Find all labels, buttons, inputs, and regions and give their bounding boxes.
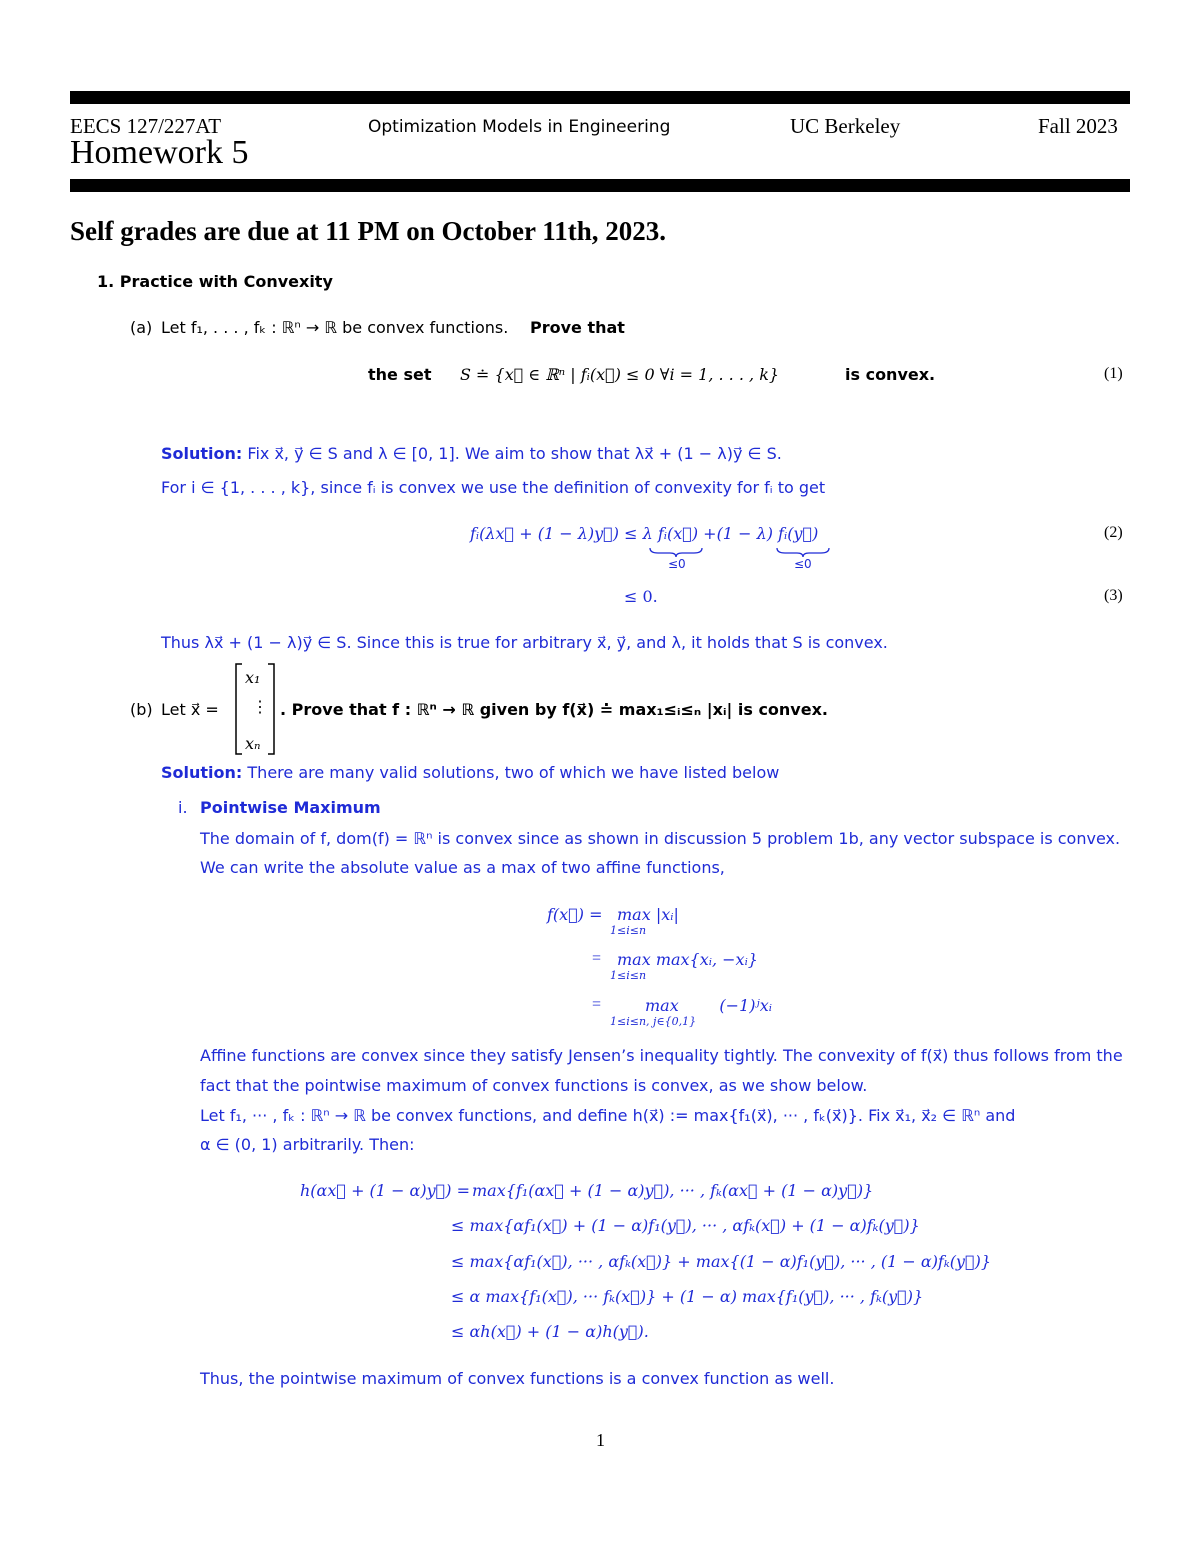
page-title: Homework 5 [70, 134, 249, 171]
sub-i-para3: Let f₁, ··· , fₖ : ℝⁿ → ℝ be convex functions, and define h(x⃗) := max{f₁(x⃗), ··· , fₖ(x⃗)}. Fix x⃗₁, x⃗₂ ∈ ℝⁿ and [200, 1106, 1016, 1125]
equation-number-2: (2) [1104, 524, 1123, 541]
align-row-3: ≤ max{αf₁(x⃗), ··· , αfₖ(x⃗)} + max{(1 − α)f₁(y⃗), ··· , (1 − α)fₖ(y⃗)} [451, 1252, 991, 1271]
solution-label: Solution: [161, 444, 243, 463]
align-row-2: ≤ max{αf₁(x⃗) + (1 − α)f₁(y⃗), ··· , αfₖ(x⃗) + (1 − α)fₖ(y⃗)} [451, 1216, 920, 1235]
part-a-statement: Let f₁, . . . , fₖ : ℝⁿ → ℝ be convex functions. [161, 318, 509, 337]
term: Fall 2023 [1038, 114, 1118, 138]
solution-a-line1 [161, 444, 782, 463]
sub-i-line2: We can write the absolute value as a max of two affine functions, [200, 858, 725, 877]
vector-entry-bot: xₙ [245, 734, 261, 753]
sub-i-para2: fact that the pointwise maximum of convex functions is convex, as we show below. [200, 1076, 868, 1095]
sub-i-line1: The domain of f, dom(f) = ℝⁿ is convex since as shown in discussion 5 problem 1b, any vector subspace is convex. [200, 829, 1121, 848]
vector-entry-mid: ⋮ [252, 699, 268, 716]
sub-i-title: Pointwise Maximum [200, 798, 381, 817]
solution-a-line2: For i ∈ {1, . . . , k}, since fᵢ is convex we use the definition of convexity for fᵢ to get [161, 478, 826, 497]
eqC-subscript: 1≤i≤n, j∈{0,1} [610, 1015, 697, 1028]
sub-i-closing: Thus, the pointwise maximum of convex functions is a convex function as well. [200, 1369, 835, 1388]
eq2-underset-1: ≤0 [668, 557, 686, 571]
eq2-term2: fᵢ(y⃗) [778, 524, 819, 543]
part-b-statement: . Prove that f : ℝⁿ → ℝ given by f(x⃗) ≐ max₁≤ᵢ≤ₙ |xᵢ| is convex. [280, 700, 828, 719]
align-row-1-rhs: max{f₁(αx⃗ + (1 − α)y⃗), ··· , fₖ(αx⃗ + (1 − α)y⃗)} [472, 1181, 874, 1200]
due-notice: Self grades are due at 11 PM on October 11th, 2023. [70, 216, 666, 246]
eq2-underset-2: ≤0 [794, 557, 812, 571]
sub-i-para4: α ∈ (0, 1) arbitrarily. Then: [200, 1135, 415, 1154]
solution-b-label: Solution: [161, 763, 243, 782]
align-row-4: ≤ α max{f₁(x⃗), ··· fₖ(x⃗)} + (1 − α) max{f₁(y⃗), ··· , fₖ(y⃗)} [451, 1287, 924, 1306]
eqB-rhs: max max{xᵢ, −xᵢ} [617, 950, 758, 969]
part-b-label: (b) [130, 700, 153, 719]
eq2-mid: +(1 − λ) [703, 524, 773, 543]
align-row-1-lhs: h(αx⃗ + (1 − α)y⃗) = [300, 1181, 470, 1200]
eqA-lhs: f(x⃗) = [547, 905, 603, 924]
equation-number-3: (3) [1104, 587, 1123, 604]
solution-a-conclusion: Thus λx⃗ + (1 − λ)y⃗ ∈ S. Since this is true for arbitrary x⃗, y⃗, and λ, it holds that S is convex. [161, 633, 888, 652]
solution-b-text: There are many valid solutions, two of which we have listed below [247, 763, 780, 782]
eqB-subscript: 1≤i≤n [610, 969, 647, 982]
set-prefix: the set [368, 365, 432, 384]
equation-3: ≤ 0. [624, 587, 658, 606]
set-suffix: is convex. [845, 365, 936, 384]
eq2-term1: fᵢ(x⃗) [657, 524, 699, 543]
sub-i-para1: Affine functions are convex since they satisfy Jensen’s inequality tightly. The convexity of f(x⃗) thus follows from the [200, 1046, 1123, 1065]
sub-i-label: i. [178, 798, 188, 817]
equation-number-1: (1) [1104, 365, 1123, 382]
course-subject: Optimization Models in Engineering [368, 117, 671, 137]
set-formula: S ≐ {x⃗ ∈ ℝⁿ | fᵢ(x⃗) ≤ 0 ∀i = 1, . . . , k} [460, 365, 780, 384]
part-a-prove: Prove that [530, 318, 625, 337]
header-top-rule [70, 91, 1130, 104]
eqA-rhs: max |xᵢ| [617, 905, 679, 924]
school-name: UC Berkeley [790, 114, 901, 138]
part-b-let: Let x⃗ = [161, 700, 219, 719]
eq2-lhs: fᵢ(λx⃗ + (1 − λ)y⃗) ≤ λ [470, 524, 653, 543]
header-bottom-rule [70, 179, 1130, 192]
align-row-5: ≤ αh(x⃗) + (1 − α)h(y⃗). [451, 1322, 649, 1341]
eqC-lhs: = [592, 996, 602, 1013]
solution-b-line [161, 763, 779, 782]
course-code: EECS 127/227AT [70, 114, 222, 138]
eqC-rhs: max (−1)ʲxᵢ [645, 996, 772, 1015]
problem-heading: 1. Practice with Convexity [97, 272, 333, 291]
eqB-lhs: = [592, 950, 602, 967]
eqA-subscript: 1≤i≤n [610, 924, 647, 937]
vector-entry-top: x₁ [245, 668, 261, 687]
part-a-label: (a) [130, 318, 153, 337]
solution-a-text: Fix x⃗, y⃗ ∈ S and λ ∈ [0, 1]. We aim to show that λx⃗ + (1 − λ)y⃗ ∈ S. [247, 444, 782, 463]
page-number: 1 [596, 1430, 605, 1450]
equation-2 [470, 524, 818, 543]
